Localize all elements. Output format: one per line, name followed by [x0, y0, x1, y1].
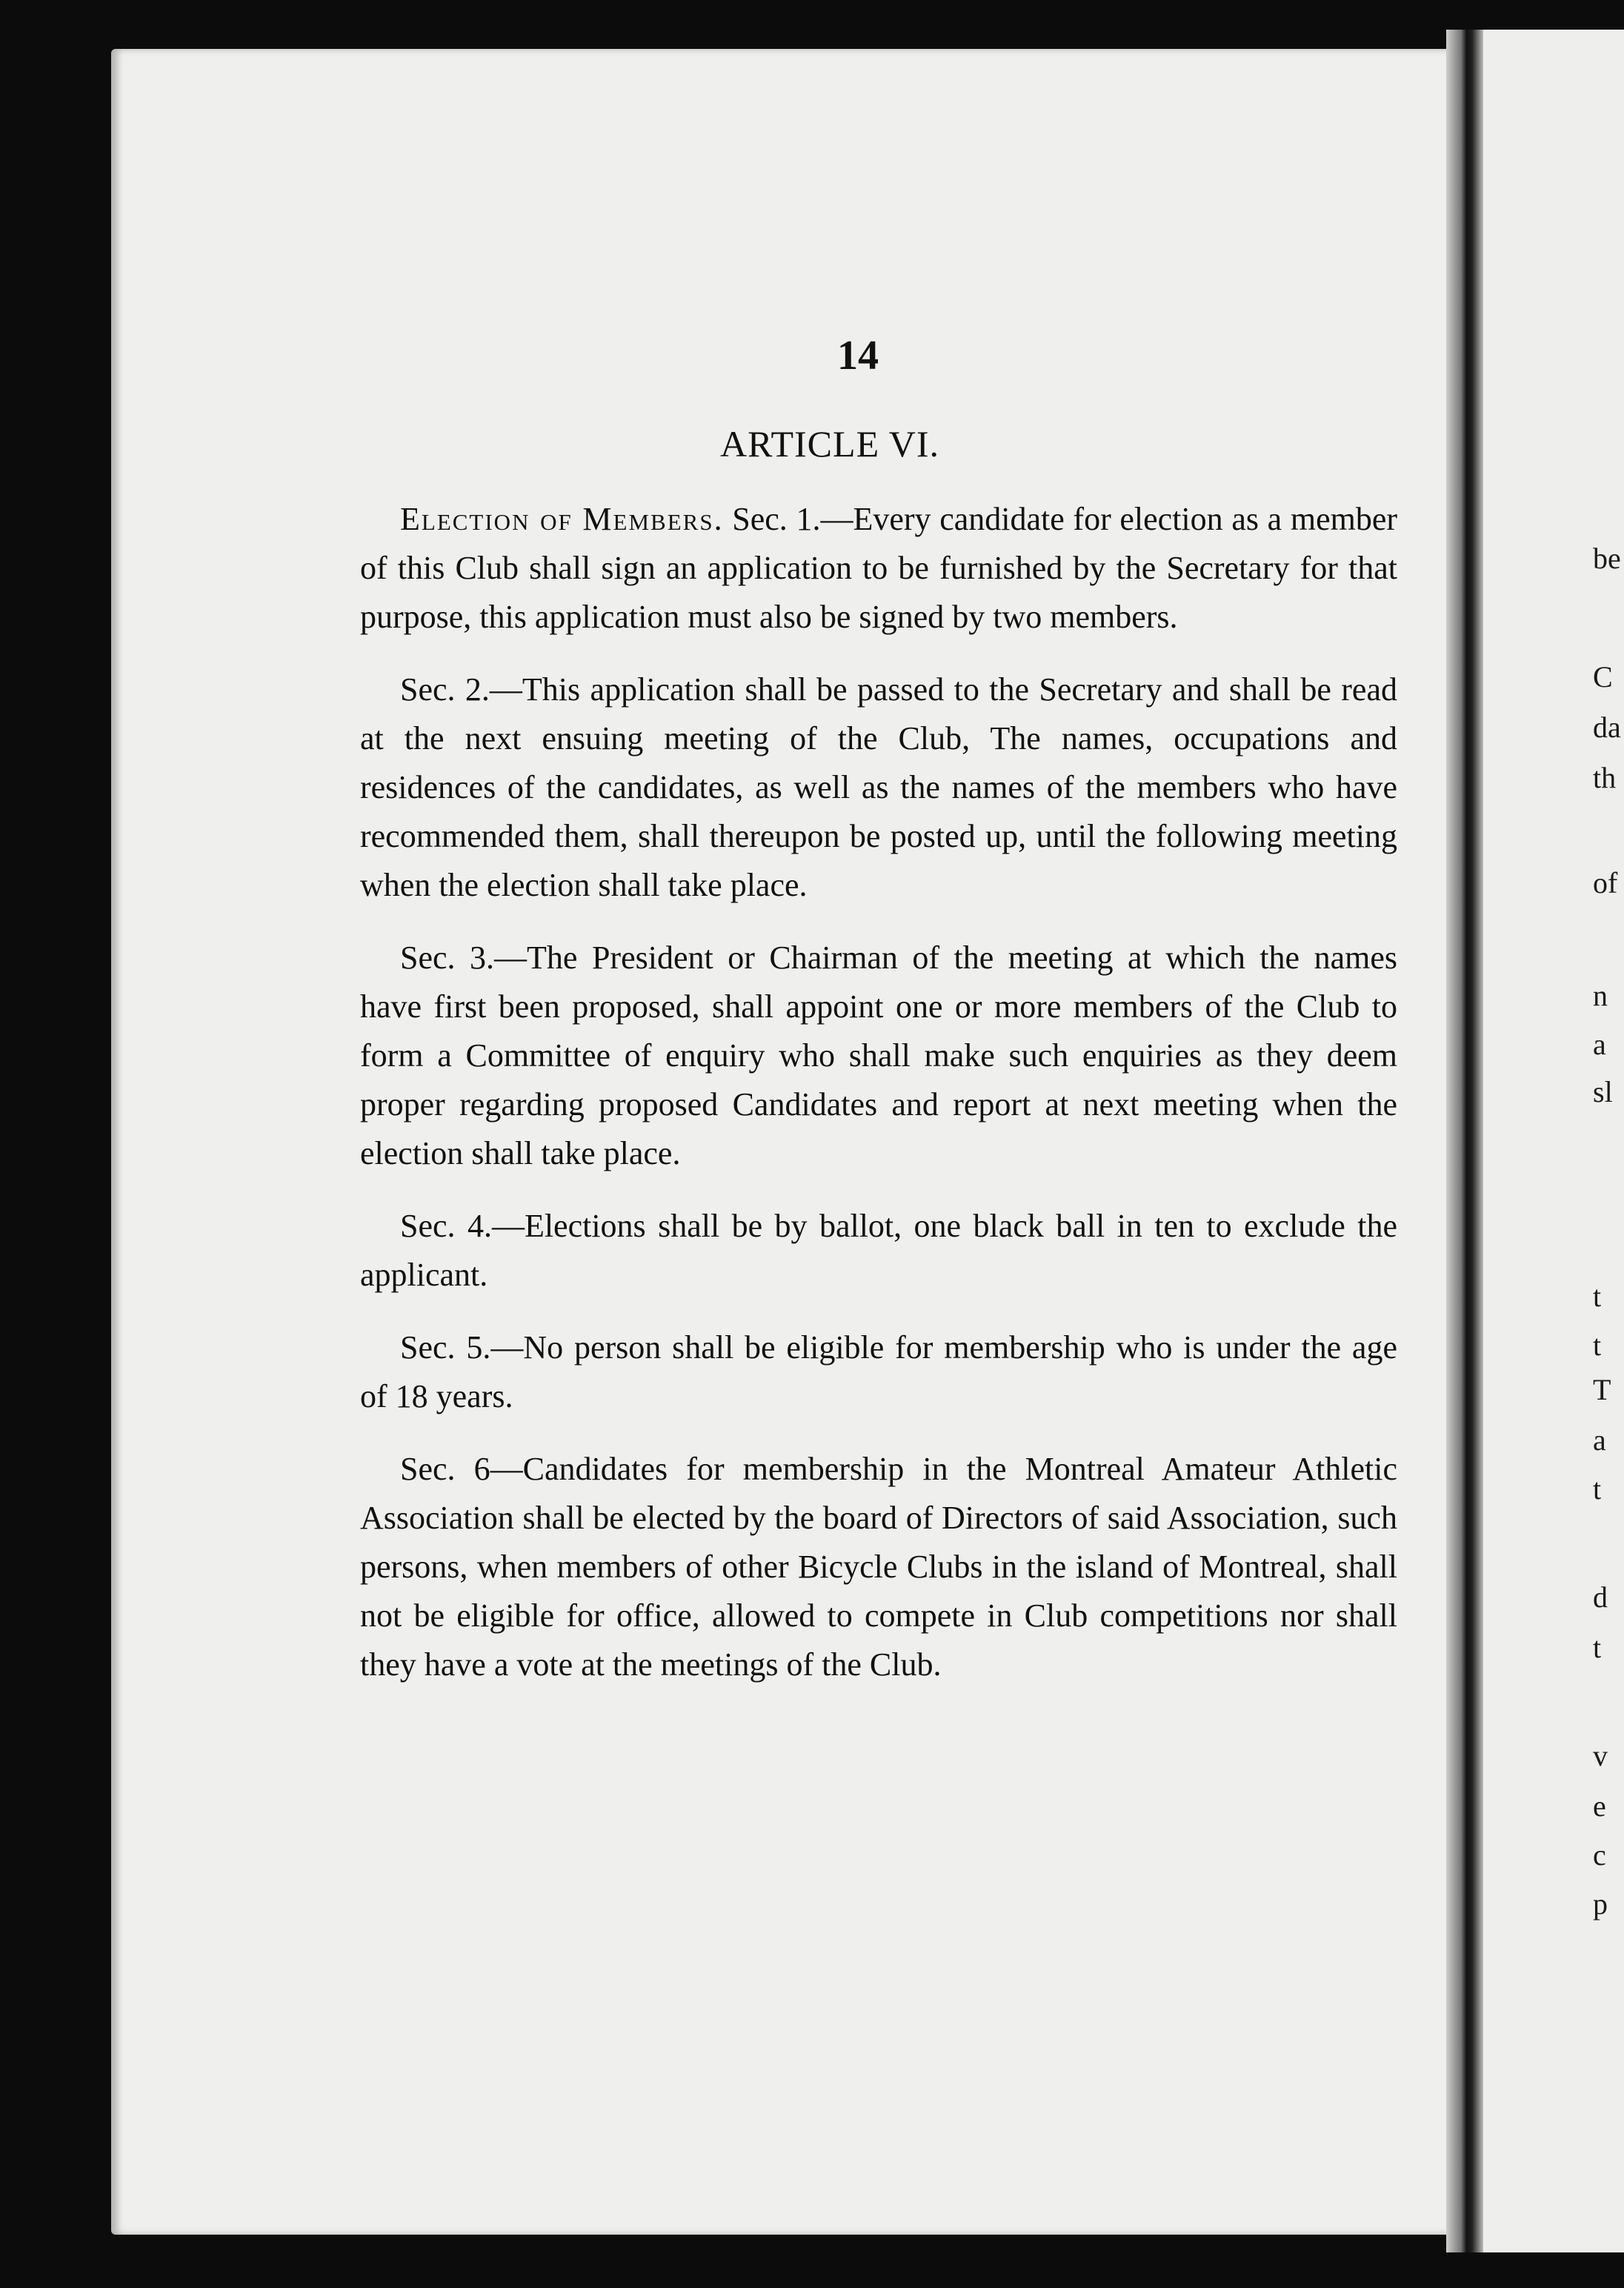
facing-page-fragment: c [1593, 1838, 1606, 1872]
section-paragraph [360, 1202, 1397, 1300]
book-gutter [1446, 30, 1483, 2252]
facing-page-fragment: t [1593, 1328, 1602, 1362]
article-body [360, 495, 1397, 1713]
article-title: ARTICLE VI. [720, 423, 939, 465]
facing-page-fragment: t [1593, 1280, 1602, 1313]
section-text: Sec. 4.—Elections shall be by ballot, one black ball in ten to exclude the applicant. [360, 1208, 1397, 1293]
facing-page-fragment: of [1593, 866, 1618, 899]
section-heading: Election of Members. [400, 501, 724, 537]
section-paragraph [360, 495, 1397, 642]
section-paragraph [360, 1445, 1397, 1689]
facing-page-fragment: p [1593, 1887, 1608, 1920]
facing-page-fragment: da [1593, 711, 1621, 744]
facing-page-fragment: v [1593, 1739, 1608, 1772]
facing-page-fragment: C [1593, 660, 1613, 694]
section-text: Sec. 6—Candidates for membership in the Montreal Amateur Athletic Association shall be elected by the board of Directors of said Association, such persons, when members of other Bicycle Clubs in the island of Montreal, shall not be eligible for office, allowed to compete in Club competitions nor shall they have a vote at the meetings of the Club. [360, 1451, 1397, 1683]
facing-page-fragment: e [1593, 1789, 1606, 1823]
section-paragraph [360, 665, 1397, 910]
facing-page-fragment: a [1593, 1028, 1606, 1061]
section-paragraph [360, 934, 1397, 1178]
facing-page-fragment: th [1593, 761, 1617, 794]
facing-page-fragment: be [1593, 542, 1621, 575]
page-number: 14 [837, 333, 879, 379]
facing-page-fragment: t [1593, 1631, 1602, 1664]
facing-page-fragment: n [1593, 979, 1608, 1012]
section-paragraph [360, 1323, 1397, 1421]
facing-page-fragment: T [1593, 1373, 1611, 1406]
facing-page-fragment: sl [1593, 1075, 1613, 1108]
section-text: Sec. 2.—This application shall be passed to the Secretary and shall be read at the next ensuing meeting of the Club, The names, occupations and residences of the candidates, as well as the names of the members who have recommended them, shall thereupon be posted up, until the following meeting when the election shall take place. [360, 671, 1397, 903]
section-text: Sec. 1.—Every candidate for election as a member of this Club shall sign an application to be furnished by the Secretary for that purpose, this application must also be signed by two members. [360, 501, 1398, 635]
section-text: Sec. 5.—No person shall be eligible for membership who is under the age of 18 years. [360, 1329, 1397, 1414]
facing-page-fragment: a [1593, 1423, 1606, 1457]
facing-page [1483, 30, 1624, 2252]
section-text: Sec. 3.—The President or Chairman of the meeting at which the names have first been proposed, shall appoint one or more members of the Club to form a Committee of enquiry who shall make such enquiries as they deem proper regarding proposed Candidates and report at next meeting when the election shall take place. [360, 940, 1397, 1171]
facing-page-fragment: d [1593, 1580, 1608, 1614]
facing-page-fragment: t [1593, 1472, 1602, 1506]
